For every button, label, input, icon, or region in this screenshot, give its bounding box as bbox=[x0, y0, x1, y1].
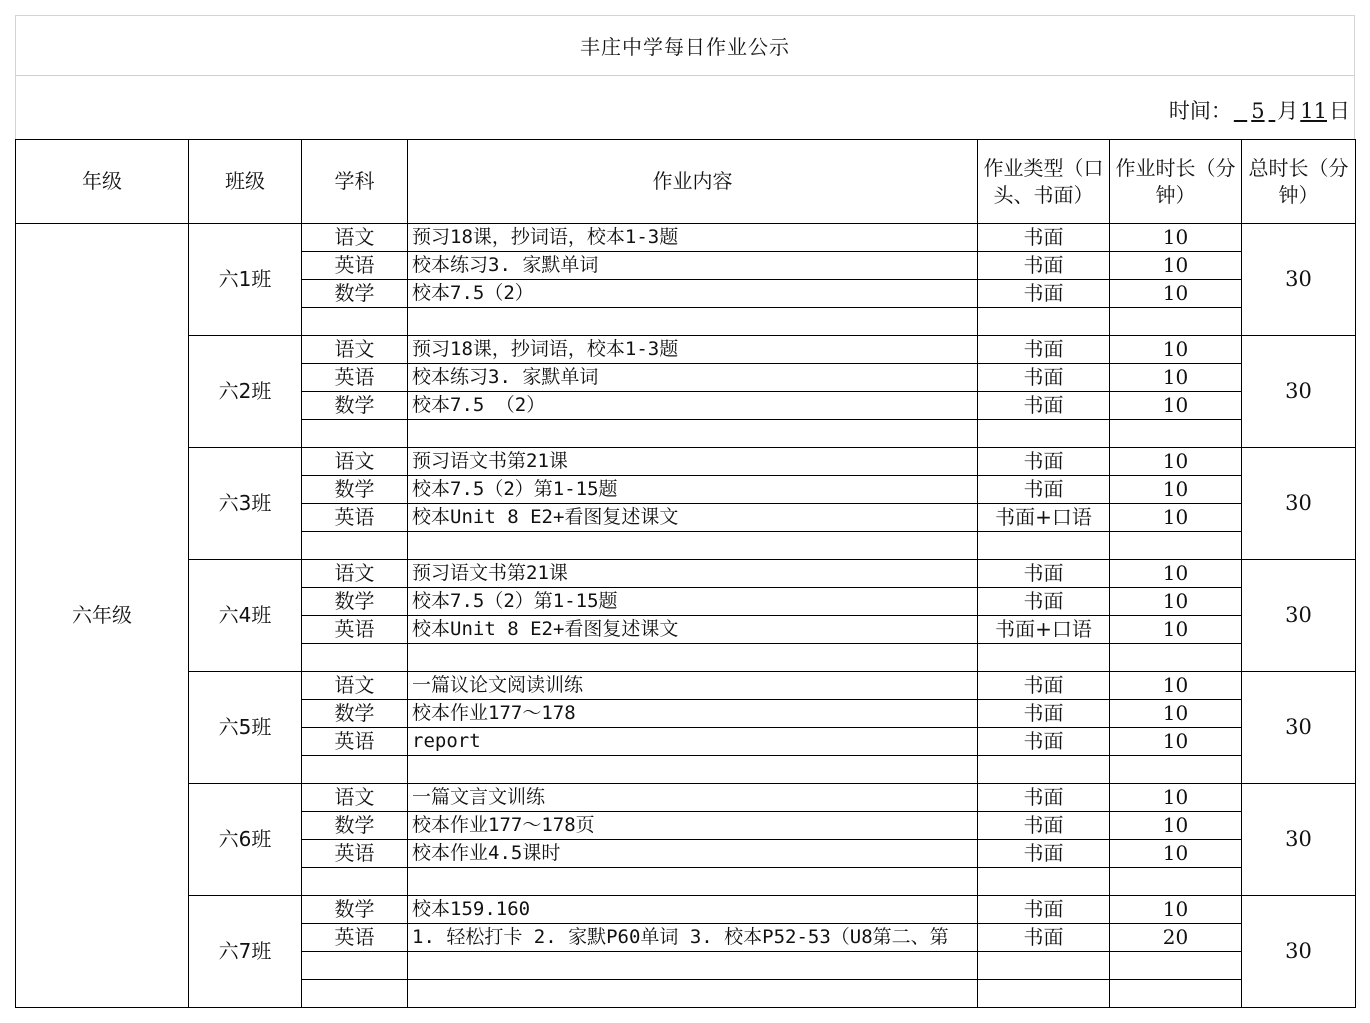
minutes-cell bbox=[1110, 532, 1242, 560]
subject-cell: 语文 bbox=[302, 560, 408, 588]
header-subject: 学科 bbox=[302, 140, 408, 224]
subject-cell bbox=[302, 756, 408, 784]
minutes-cell: 10 bbox=[1110, 448, 1242, 476]
minutes-cell: 10 bbox=[1110, 504, 1242, 532]
type-cell bbox=[978, 532, 1110, 560]
content-cell: 预习语文书第21课 bbox=[408, 560, 978, 588]
minutes-cell bbox=[1110, 644, 1242, 672]
header-grade: 年级 bbox=[16, 140, 189, 224]
subject-cell bbox=[302, 532, 408, 560]
homework-table bbox=[15, 139, 1356, 1008]
total-cell: 30 bbox=[1242, 784, 1356, 896]
total-cell: 30 bbox=[1242, 336, 1356, 448]
header-total: 总时长（分钟） bbox=[1242, 140, 1356, 224]
content-cell: 校本7.5（2） bbox=[408, 280, 978, 308]
minutes-cell bbox=[1110, 952, 1242, 980]
subject-cell: 数学 bbox=[302, 588, 408, 616]
content-cell: 校本作业177～178页 bbox=[408, 812, 978, 840]
subject-cell: 英语 bbox=[302, 616, 408, 644]
type-cell: 书面 bbox=[978, 924, 1110, 952]
subject-cell: 数学 bbox=[302, 896, 408, 924]
minutes-cell: 10 bbox=[1110, 280, 1242, 308]
table-row bbox=[16, 672, 1356, 700]
header-class: 班级 bbox=[189, 140, 302, 224]
total-cell: 30 bbox=[1242, 448, 1356, 560]
class-cell: 六6班 bbox=[189, 784, 302, 896]
type-cell: 书面 bbox=[978, 224, 1110, 252]
type-cell: 书面 bbox=[978, 840, 1110, 868]
type-cell: 书面 bbox=[978, 812, 1110, 840]
subject-cell: 数学 bbox=[302, 476, 408, 504]
content-cell: 一篇文言文训练 bbox=[408, 784, 978, 812]
total-cell: 30 bbox=[1242, 896, 1356, 1008]
class-cell: 六5班 bbox=[189, 672, 302, 784]
content-cell: 校本7.5 （2） bbox=[408, 392, 978, 420]
minutes-cell bbox=[1110, 756, 1242, 784]
date-day-unit: 日 bbox=[1329, 99, 1350, 123]
type-cell bbox=[978, 420, 1110, 448]
content-cell bbox=[408, 644, 978, 672]
subject-cell: 英语 bbox=[302, 840, 408, 868]
date-day: 11 bbox=[1300, 99, 1327, 123]
subject-cell: 数学 bbox=[302, 280, 408, 308]
subject-cell: 英语 bbox=[302, 252, 408, 280]
class-cell: 六1班 bbox=[189, 224, 302, 336]
total-cell: 30 bbox=[1242, 672, 1356, 784]
subject-cell: 英语 bbox=[302, 924, 408, 952]
subject-cell bbox=[302, 308, 408, 336]
total-cell: 30 bbox=[1242, 224, 1356, 336]
type-cell: 书面 bbox=[978, 784, 1110, 812]
header-content: 作业内容 bbox=[408, 140, 978, 224]
subject-cell: 语文 bbox=[302, 672, 408, 700]
minutes-cell: 10 bbox=[1110, 364, 1242, 392]
content-cell bbox=[408, 980, 978, 1008]
type-cell: 书面 bbox=[978, 392, 1110, 420]
content-cell: 校本Unit 8 E2+看图复述课文 bbox=[408, 504, 978, 532]
subject-cell: 语文 bbox=[302, 336, 408, 364]
header-minutes: 作业时长（分钟） bbox=[1110, 140, 1242, 224]
minutes-cell: 20 bbox=[1110, 924, 1242, 952]
content-cell: 校本Unit 8 E2+看图复述课文 bbox=[408, 616, 978, 644]
content-cell: 预习18课，抄词语，校本1-3题 bbox=[408, 336, 978, 364]
content-cell: 一篇议论文阅读训练 bbox=[408, 672, 978, 700]
subject-cell: 英语 bbox=[302, 364, 408, 392]
content-cell: 校本作业177～178 bbox=[408, 700, 978, 728]
class-cell: 六3班 bbox=[189, 448, 302, 560]
minutes-cell: 10 bbox=[1110, 336, 1242, 364]
subject-cell bbox=[302, 420, 408, 448]
subject-cell bbox=[302, 980, 408, 1008]
date-label: 时间： bbox=[1168, 99, 1232, 123]
minutes-cell: 10 bbox=[1110, 616, 1242, 644]
header-row bbox=[16, 140, 1356, 224]
minutes-cell bbox=[1110, 308, 1242, 336]
type-cell bbox=[978, 868, 1110, 896]
header-type: 作业类型（口头、书面） bbox=[978, 140, 1110, 224]
subject-cell: 数学 bbox=[302, 392, 408, 420]
class-cell: 六7班 bbox=[189, 896, 302, 1008]
content-cell bbox=[408, 868, 978, 896]
content-cell: 校本7.5（2）第1-15题 bbox=[408, 476, 978, 504]
table-row bbox=[16, 784, 1356, 812]
type-cell: 书面 bbox=[978, 448, 1110, 476]
minutes-cell: 10 bbox=[1110, 728, 1242, 756]
content-cell: 1. 轻松打卡 2. 家默P60单词 3. 校本P52-53（U8第二、第 bbox=[408, 924, 978, 952]
subject-cell: 英语 bbox=[302, 728, 408, 756]
type-cell bbox=[978, 980, 1110, 1008]
type-cell bbox=[978, 952, 1110, 980]
type-cell: 书面 bbox=[978, 252, 1110, 280]
type-cell: 书面 bbox=[978, 728, 1110, 756]
content-cell: 校本练习3. 家默单词 bbox=[408, 252, 978, 280]
content-cell: 校本159.160 bbox=[408, 896, 978, 924]
type-cell: 书面 bbox=[978, 896, 1110, 924]
content-cell: 校本作业4.5课时 bbox=[408, 840, 978, 868]
minutes-cell bbox=[1110, 420, 1242, 448]
date-month-unit: 月 bbox=[1277, 99, 1299, 123]
date-month: 5 bbox=[1251, 99, 1265, 123]
subject-cell: 语文 bbox=[302, 224, 408, 252]
class-cell: 六4班 bbox=[189, 560, 302, 672]
date-month-prefix bbox=[1232, 99, 1249, 123]
minutes-cell bbox=[1110, 980, 1242, 1008]
type-cell: 书面 bbox=[978, 476, 1110, 504]
minutes-cell: 10 bbox=[1110, 784, 1242, 812]
homework-sheet bbox=[15, 15, 1355, 1008]
content-cell bbox=[408, 952, 978, 980]
class-cell: 六2班 bbox=[189, 336, 302, 448]
subject-cell: 英语 bbox=[302, 504, 408, 532]
minutes-cell: 10 bbox=[1110, 588, 1242, 616]
content-cell: 校本7.5（2）第1-15题 bbox=[408, 588, 978, 616]
minutes-cell: 10 bbox=[1110, 392, 1242, 420]
minutes-cell: 10 bbox=[1110, 476, 1242, 504]
type-cell: 书面+口语 bbox=[978, 504, 1110, 532]
subject-cell: 语文 bbox=[302, 448, 408, 476]
type-cell: 书面 bbox=[978, 364, 1110, 392]
content-cell: report bbox=[408, 728, 978, 756]
subject-cell bbox=[302, 644, 408, 672]
type-cell bbox=[978, 644, 1110, 672]
content-cell bbox=[408, 756, 978, 784]
minutes-cell: 10 bbox=[1110, 560, 1242, 588]
total-cell: 30 bbox=[1242, 560, 1356, 672]
subject-cell bbox=[302, 952, 408, 980]
table-row bbox=[16, 896, 1356, 924]
type-cell bbox=[978, 308, 1110, 336]
table-row bbox=[16, 560, 1356, 588]
content-cell bbox=[408, 308, 978, 336]
content-cell: 校本练习3. 家默单词 bbox=[408, 364, 978, 392]
grade-cell: 六年级 bbox=[16, 224, 189, 1008]
type-cell: 书面 bbox=[978, 672, 1110, 700]
type-cell: 书面+口语 bbox=[978, 616, 1110, 644]
minutes-cell: 10 bbox=[1110, 840, 1242, 868]
minutes-cell bbox=[1110, 868, 1242, 896]
table-row bbox=[16, 336, 1356, 364]
subject-cell: 数学 bbox=[302, 812, 408, 840]
content-cell bbox=[408, 420, 978, 448]
minutes-cell: 10 bbox=[1110, 896, 1242, 924]
content-cell: 预习18课，抄词语，校本1-3题 bbox=[408, 224, 978, 252]
content-cell bbox=[408, 532, 978, 560]
minutes-cell: 10 bbox=[1110, 252, 1242, 280]
type-cell: 书面 bbox=[978, 700, 1110, 728]
type-cell: 书面 bbox=[978, 336, 1110, 364]
subject-cell: 语文 bbox=[302, 784, 408, 812]
date-display bbox=[1169, 95, 1350, 125]
subject-cell: 数学 bbox=[302, 700, 408, 728]
minutes-cell: 10 bbox=[1110, 224, 1242, 252]
table-row bbox=[16, 224, 1356, 252]
minutes-cell: 10 bbox=[1110, 672, 1242, 700]
table-row bbox=[16, 448, 1356, 476]
type-cell: 书面 bbox=[978, 560, 1110, 588]
type-cell: 书面 bbox=[978, 280, 1110, 308]
minutes-cell: 10 bbox=[1110, 700, 1242, 728]
content-cell: 预习语文书第21课 bbox=[408, 448, 978, 476]
date-row bbox=[15, 76, 1355, 139]
minutes-cell: 10 bbox=[1110, 812, 1242, 840]
subject-cell bbox=[302, 868, 408, 896]
type-cell: 书面 bbox=[978, 588, 1110, 616]
type-cell bbox=[978, 756, 1110, 784]
sheet-title: 丰庄中学每日作业公示 bbox=[15, 15, 1355, 76]
